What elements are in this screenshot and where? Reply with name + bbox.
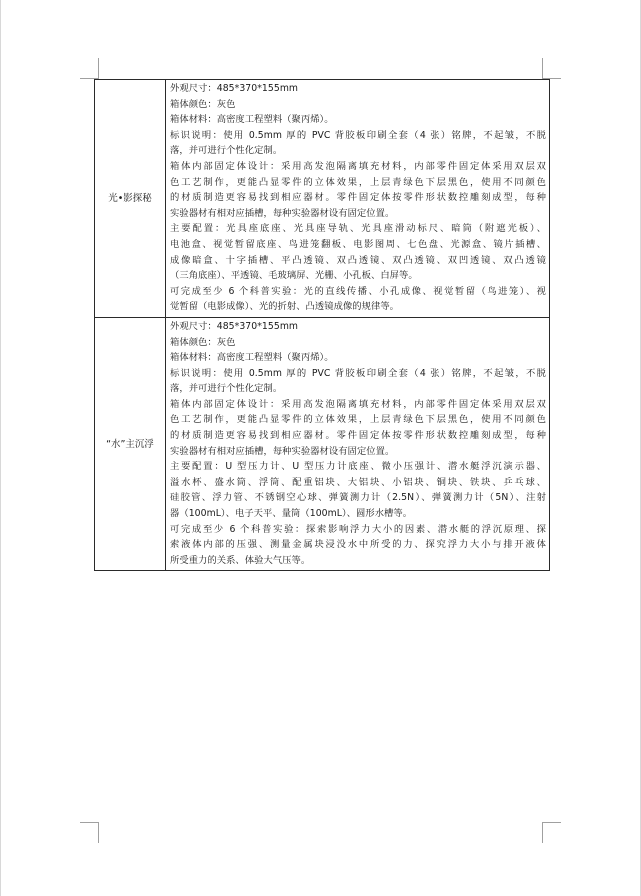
spec-table xyxy=(94,79,550,571)
description-line: 实验器材有相对应插槽，每种实验器材设有固定位置。 xyxy=(170,207,395,219)
description-line: 箱体颜色：灰色 xyxy=(170,98,236,110)
description-line: 实验器材有相对应插槽，每种实验器材设有固定位置。 xyxy=(170,445,395,457)
description-line: 索液体内部的压强、测量金属块浸没水中所受的力、探究浮力大小与排开液体 xyxy=(170,539,546,551)
description-line: 觉暂留（电影成像）、光的折射、凸透镜成像的规律等。 xyxy=(170,301,400,313)
description-line: 溢水杯、盛水筒、浮筒、配重铝块、大铝块、小铝块、铜块、铁块、乒乓球、 xyxy=(170,476,546,488)
description-line: 所受重力的关系、体验大气压等。 xyxy=(170,554,311,566)
crop-mark-bottom-right xyxy=(542,822,561,843)
description-line: 标识说明：使用 0.5mm 厚的 PVC 背胶板印刷全套（4 张）铭牌，不起皱，不脱 xyxy=(170,367,546,379)
crop-mark-bottom-left xyxy=(80,822,99,843)
description-line: 落，并可进行个性化定制。 xyxy=(170,145,283,157)
description-line: 的材质制造更容易找到相应器材。零件固定体按零件形状数控雕刻成型，每种 xyxy=(170,192,546,204)
item-name: 光•影探秘 xyxy=(108,192,152,204)
description-line: 标识说明：使用 0.5mm 厚的 PVC 背胶板印刷全套（4 张）铭牌，不起皱，不脱 xyxy=(170,129,546,141)
description-line: 主要配置：U 型压力计、U 型压力计底座、微小压强计、潜水艇浮沉演示器、 xyxy=(170,461,546,473)
description-line: 箱体内部固定体设计：采用高发泡隔离填充材料，内部零件固定体采用双层双 xyxy=(170,398,546,410)
description-line: 箱体内部固定体设计：采用高发泡隔离填充材料，内部零件固定体采用双层双 xyxy=(170,160,546,172)
description-line: 可完成至少 6 个科普实验：光的直线传播、小孔成像、视觉暂留（鸟进笼）、视 xyxy=(170,285,546,297)
item-description-cell xyxy=(166,80,550,318)
item-name-cell xyxy=(95,317,166,571)
table-row xyxy=(95,317,550,571)
description-line: 色工艺制作，更能凸显零件的立体效果，上层青绿色下层黑色，使用不同颜色 xyxy=(170,176,546,188)
description-line: 成像暗盒、十字插槽、平凸透镜、双凸透镜、双凸透镜、双凹透镜、双凸透镜 xyxy=(170,254,546,266)
page-edge-left xyxy=(0,0,1,896)
spec-table-body xyxy=(95,80,550,571)
description-line: 外观尺寸：485*370*155mm xyxy=(170,320,299,332)
description-line: 外观尺寸：485*370*155mm xyxy=(170,83,299,94)
description-line: 落，并可进行个性化定制。 xyxy=(170,383,283,395)
crop-mark-top-left xyxy=(80,58,99,79)
crop-mark-top-right xyxy=(542,58,561,79)
description-line: （三角底座）、平透镜、毛玻璃屏、光栅、小孔板、白屏等。 xyxy=(170,270,418,282)
description-line: 主要配置：光具座底座、光具座导轨、光具座滑动标尺、暗筒（附遮光板）、 xyxy=(170,223,546,235)
description-line: 可完成至少 6 个科普实验：探索影响浮力大小的因素、潜水艇的浮沉原理、探 xyxy=(170,523,546,535)
item-name: “水”主沉浮 xyxy=(106,438,154,450)
item-name-cell xyxy=(95,80,166,318)
description-line: 的材质制造更容易找到相应器材。零件固定体按零件形状数控雕刻成型，每种 xyxy=(170,430,546,442)
description-line: 硅胶管、浮力管、不锈钢空心球、弹簧测力计（2.5N）、弹簧测力计（5N）、注射 xyxy=(170,492,546,504)
item-description-cell xyxy=(166,317,550,571)
description-line: 箱体材料：高密度工程塑料（聚丙烯）。 xyxy=(170,114,334,126)
description-line: 色工艺制作，更能凸显零件的立体效果，上层青绿色下层黑色，使用不同颜色 xyxy=(170,414,546,426)
description-line: 电池盒、视觉暂留底座、鸟进笼翻板、电影图周、七色盘、光源盒、镜片插槽、 xyxy=(170,238,546,250)
description-line: 器（100mL）、电子天平、量筒（100mL）、圆形水槽等。 xyxy=(170,508,413,520)
description-line: 箱体颜色：灰色 xyxy=(170,336,236,348)
description-line: 箱体材料：高密度工程塑料（聚丙烯）。 xyxy=(170,352,334,364)
table-row xyxy=(95,80,550,318)
